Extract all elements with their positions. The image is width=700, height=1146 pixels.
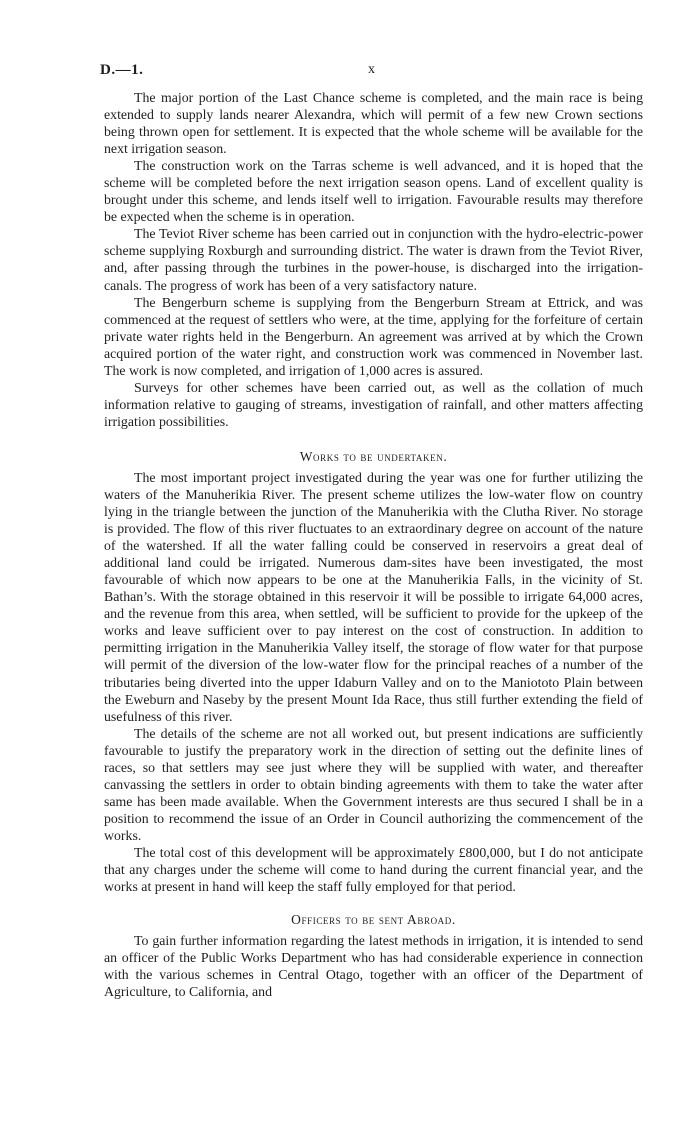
paragraph-manuherikia: The most important project investigated during the year was one for further utilizing the waters of the Manuherikia River. The present scheme utilizes the low-water flow on country lying in the triangle between the junction of the Manuherikia with the Clutha River. No storage is provided. The flow of this river fluctuates to an extraordinary degree on account of the nature of the watershed. If all the water falling could be conserved in reservoirs a great deal of additional land could be irrigated. Numerous dam-sites have been investigated, the most favourable of which now appears to be one at the Manuherikia Falls, in the vicinity of St. Bathan’s. With the storage obtained in this reservoir it will be possible to irrigate 64,000 acres, and the revenue from this area, when settled, will be sufficient to provide for the upkeep of the works and leave sufficient over to pay interest on the cost of construction. In addition to permitting irrigation in the Manuherikia Valley itself, the storage of flow water for that purpose will permit of the diversion of the low-water flow for the principal reaches of a number of the tributaries being diverted into the upper Idaburn Valley and on to the Maniototo Plain between the Eweburn and Naseby by the present Mount Ida Race, thus still further extending the field of usefulness of this river. [104,469,643,724]
paragraph-surveys: Surveys for other schemes have been carried out, as well as the collation of much information relative to gauging of streams, investigation of rainfall, and other matters affecting irrigation possibilities. [104,379,643,429]
paragraph-tarras: The construction work on the Tarras scheme is well advanced, and it is hoped that the scheme will be completed before the next irrigation season opens. Land of excellent quality is brought under this scheme, and lends itself well to irrigation. Favourable results may therefore be expected when the scheme is in operation. [104,158,643,225]
paragraph-total-cost: The total cost of this development will be approximately £800,000, but I do not anticipate that any charges under the scheme will come to hand during the current financial year, and the works at present in hand will keep the staff fully employed for that period. [104,844,643,895]
paragraph-last-chance: The major portion of the Last Chance scheme is completed, and the main race is being extended to supply lands nearer Alexandra, which will permit of a few new Crown sections being thrown open for settlement. It is expected that the whole scheme will be available for the next irrigation season. [104,90,643,157]
page-body [104,89,643,1000]
paragraph-bengerburn: The Bengerburn scheme is supplying from the Bengerburn Stream at Ettrick, and was commenced at the request of settlers who were, at the time, applying for the forfeiture of certain private water rights held in the Bengerburn. An agreement was arrived at by which the Crown acquired portion of the water right, and construction work was commenced in November last. The work is now completed, and irrigation of 1,000 acres is assured. [104,294,643,378]
document-reference: D.—1. [100,62,144,78]
section-heading-works: Works to be undertaken. [299,448,448,464]
paragraph-scheme-details: The details of the scheme are not all worked out, but present indications are sufficiently favourable to justify the preparatory work in the direction of setting out the definite lines of races, so that settlers may see just where they will be supplied with water, and thereafter canvassing the settlers in order to obtain binding agreements with them to take the water after same has been made available. When the Government interests are thus secured I shall be in a position to recommend the issue of an Order in Council authorizing the commencement of the works. [104,725,643,843]
page-header [100,62,643,82]
page-number: x [368,62,375,77]
section-heading-officers: Officers to be sent Abroad. [291,912,456,928]
paragraph-officers: To gain further information regarding the latest methods in irrigation, it is intended to send an officer of the Public Works Department who has had considerable experience in connection with the various schemes in Central Otago, together with an officer of the Department of Agriculture, to California, and [104,933,643,1000]
paragraph-teviot: The Teviot River scheme has been carried out in conjunction with the hydro-electric-power scheme supplying Roxburgh and surrounding district. The water is drawn from the Teviot River, and, after passing through the turbines in the power-house, is discharged into the irrigation-canals. The progress of work has been of a very satisfactory nature. [104,226,643,293]
